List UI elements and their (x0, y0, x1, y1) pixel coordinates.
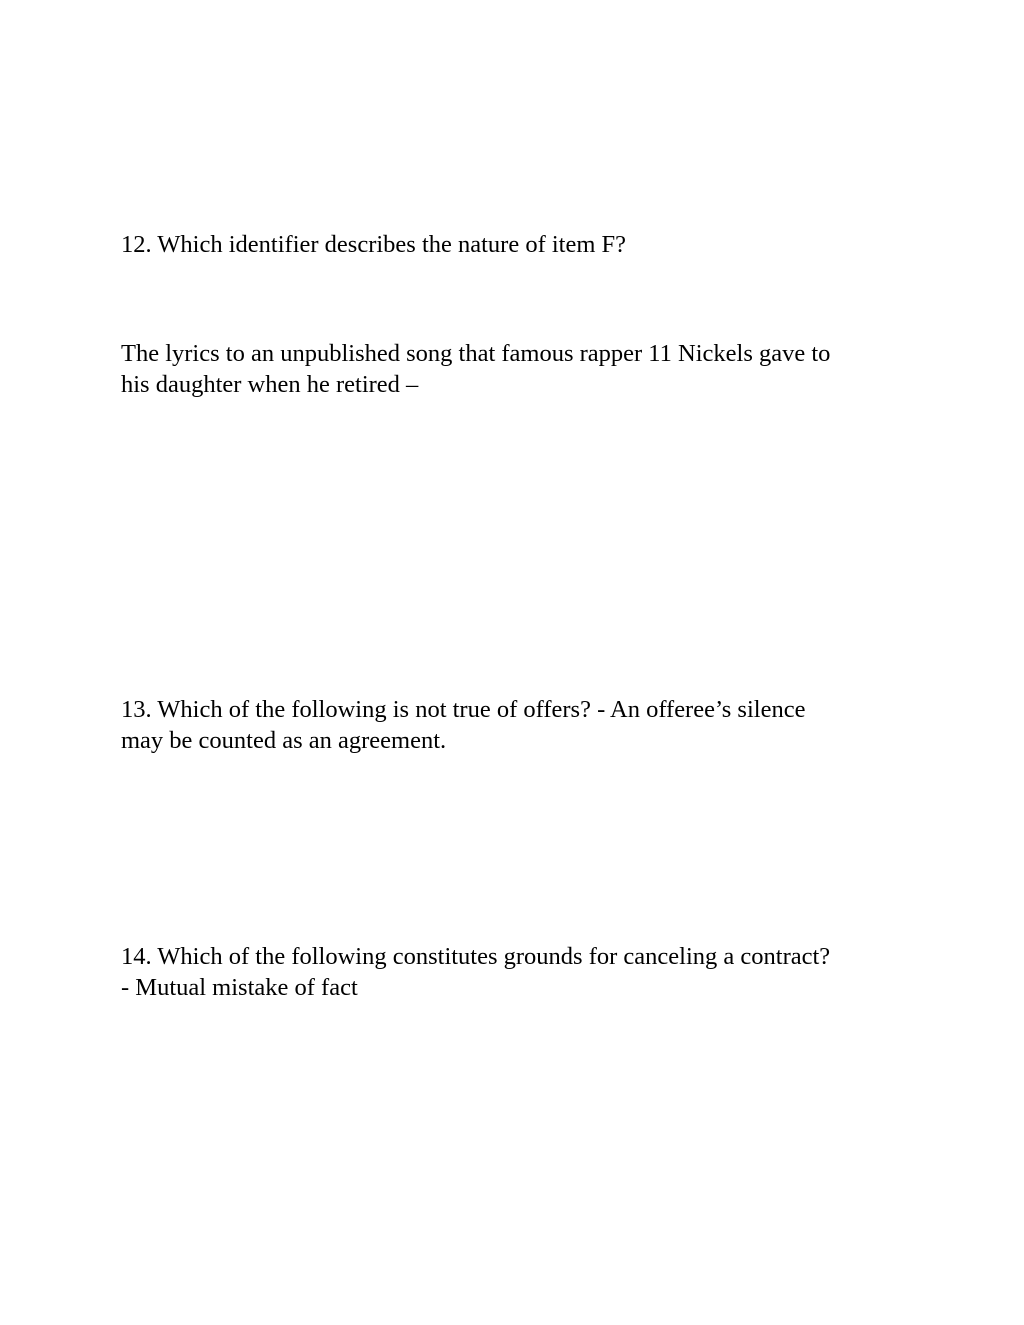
question-12-answer-line-1: The lyrics to an unpublished song that famous rapper 11 Nickels gave to (121, 340, 831, 367)
question-13-line-1: 13. Which of the following is not true of offers? - An offeree’s silence (121, 696, 806, 723)
question-12-answer (121, 338, 911, 400)
question-12-line-1: 12. Which identifier describes the nature of item F? (121, 231, 627, 258)
question-12 (121, 229, 911, 260)
question-14-line-2: - Mutual mistake of fact (121, 974, 358, 1001)
question-14-line-1: 14. Which of the following constitutes grounds for canceling a contract? (121, 943, 831, 970)
question-13 (121, 694, 911, 756)
question-14 (121, 941, 911, 1003)
question-12-answer-line-2: his daughter when he retired – (121, 371, 419, 398)
question-13-line-2: may be counted as an agreement. (121, 727, 447, 754)
